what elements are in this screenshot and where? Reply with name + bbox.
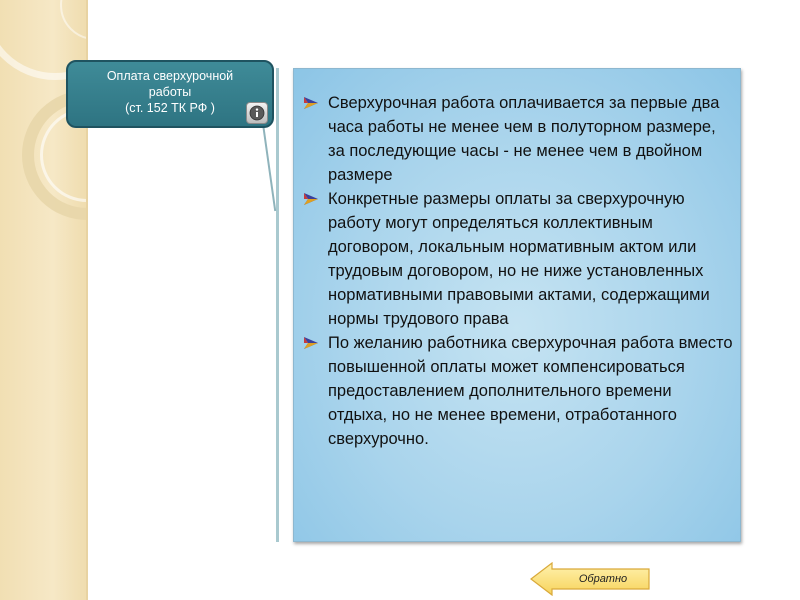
content-panel [293, 68, 741, 542]
bullet-text: Конкретные размеры оплаты за сверхурочную работу могут определяться коллективным договором, локальным нормативным актом или трудовым договором, но не ниже установленных нормативными правовыми актами, содержащими нормы трудового права [328, 190, 710, 328]
topic-title-line2: работы [148, 85, 192, 99]
bullet-item [302, 331, 734, 451]
info-icon[interactable] [246, 102, 268, 124]
topic-title-line1: Оплата сверхурочной [106, 69, 234, 83]
arrow-bullet-icon [304, 97, 318, 109]
bullet-text: Сверхурочная работа оплачивается за первые два часа работы не менее чем в полуторном размере, за последующие часы - не менее чем в двойном размере [328, 94, 720, 184]
connector-line [262, 124, 276, 211]
bullet-item [302, 91, 734, 187]
info-icon-glyph [249, 105, 265, 121]
bullet-text: По желанию работника сверхурочная работа вместо повышенной оплаты может компенсироваться предоставлением дополнительного времени отдыха, но не менее времени, отработанного сверхурочно. [328, 334, 733, 448]
topic-reference: (ст. 152 ТК РФ ) [125, 101, 215, 115]
content-bracket-line [276, 68, 279, 542]
back-button-label[interactable]: Обратно [578, 573, 628, 585]
arrow-bullet-icon [304, 337, 318, 349]
arrow-bullet-icon [304, 193, 318, 205]
bullet-item [302, 187, 734, 331]
topic-box [66, 60, 274, 128]
bullet-list [302, 91, 734, 451]
